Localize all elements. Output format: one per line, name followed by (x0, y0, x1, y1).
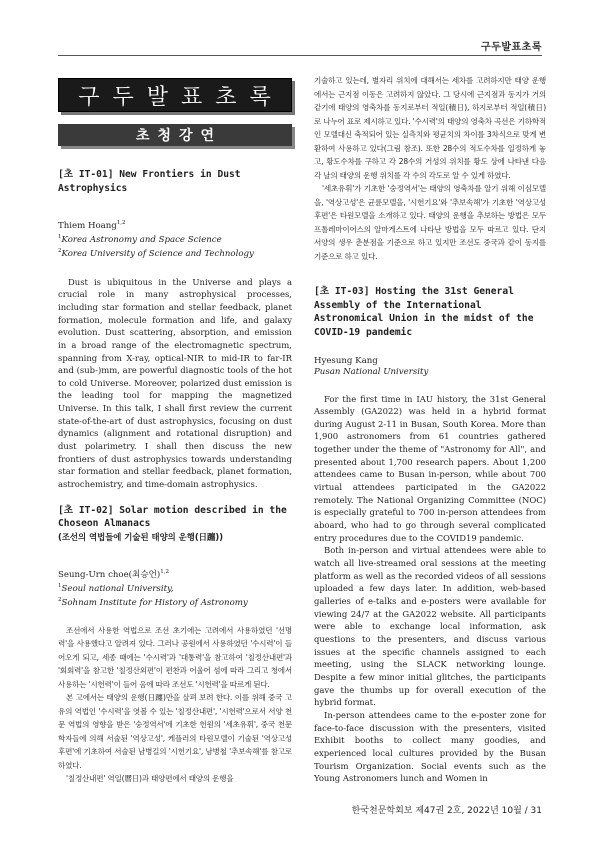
abstract-body: 조선에서 사용한 역법으로 조선 초기에는 고려에서 사용하였던 '선명력'을 사용했다고 알려져 있다. 그러나 공원에서 사용하였던 '수시력'이 들어오게 되고, 세종 때에는 '수시력'과 '대통력'을 참고하여 '칠정산내편'과 '회회력'을 참고한 '칠정산외편'이 편찬과 어울어 섬에 따라 그리고 청에서 사용하는 '시헌력'이 들어 옴에 따라 조선도 '시헌력'을 따르게 된다. 본 고에서는 태양의 운행(日躔)만을 살펴 보려 한다. 이를 위해 중국 고유의 역법인 '수시력'을 엿볼 수 있는 '칠정산내편', '시헌력'으로서 서양 천문 역법의 영향을 받은 '숭정역서'에 기초한 헌원의 '세초유휘', 중국 천문 학자들에 의해 서술된 '역상고성', 케플러의 타원모델이 기술된 '역상고성후편'에 기초하여 서술된 남병길의 '시헌기요', 남병철 '추보속해'를 참고로 하였다. '칠정산내편' 역일(曆日)과 태양편에서 태양의 운행을 (58, 625, 292, 784)
right-column (314, 78, 546, 785)
author-name: Hyesung Kang (314, 356, 378, 366)
page-footer: 한국천문학회보 제47권 2호, 2022년 10월 / 31 (351, 806, 542, 816)
author-line (58, 217, 292, 232)
abstract-it02 (58, 504, 292, 786)
author-line (58, 566, 292, 581)
abstract-body-continued: 기술하고 있는데, 별자리 위치에 대해서는 세차를 고려하지만 태양 운행에서는 근지점 이동은 고려하지 않았다. 그 당시에 근지점과 동지가 거의 같기에 태양의 영축차를 동지로부터 적일(積日), 하지로부터 적일(積日)로 나누어 표로 제시하고 있다. '수시력'의 태양의 영축차 곡선은 기하학적인 모델대신 축적되어 있는 실측치와 평균치의 차이를 3차식으로 맞게 변환하여 사용하고 있다(그림 참조). 또한 28수의 적도수차를 일정하게 놓고, 황도수차를 구하고 각 28수의 거성의 위치를 황도 상에 나타낸 다음 각 날의 태양의 운행 위치를 각 수의 각도로 알 수 있게 하였다. '세초유휘'가 기초한 '숭정역서'는 태양의 영축차를 알기 위해 이심모델을, '역상고성'은 균륜모델을, '시헌기요'와 '추보속해'가 기초한 '역상고성후편'은 타원모델을 소개하고 있다. 태양의 운행을 추보하는 방법은 모두 프톨레마이어스의 알마게스트에 나타난 방법을 모두 따르고 있다. 단지 서양의 생우 춘분점을 기준으로 하고 있지만 조선도 중국과 같이 동지를 기준으로 하고 있다. (314, 76, 546, 261)
affiliation: $^1$Korea Astronomy and Space Science (58, 233, 222, 245)
abstract-body: For the first time in IAU history, the 31st General Assembly (GA2022) was held in a hybrid format during August 2-11 in Busan, South Korea. More than 1,900 astronomers from 61 countries gathered together under the theme of "Astronomy for All", and presented about 1,700 research papers. About 1,200 attendees came to Busan in-person, while about 700 virtual attendees participated in the GA2022 remotely. The National Organizing Committee (NOC) is especially grateful to 700 in-person attendees from aboard, who had to go through several complicated entry procedures due to the COVID19 pandemic. Both in-person and virtual attendees were able to watch all live-streamed oral sessions at the meeting platform as well as the recorded videos of all sessions uploaded a few days later. In addition, web-based galleries of e-talks and e-posters were available for viewing 24/7 at the GA2022 website. All participants were able to exchange local information, ask questions to the presenters, and discuss various issues at the specific channels assigned to each meeting, using the SLACK networking lounge. Despite a few minor initial glitches, the participants gave the thumbs up for overall execution of the hybrid format. In-person attendees came to the e-poster zone for face-to-face discussion with the presenters, visited Exhibit booths to collect many goodies, and experienced local cultures provided by the Busan Tourism Organization. Social events such as the Young Astronomers lunch and Women in (314, 393, 546, 784)
author-sup: 1,2 (116, 220, 126, 226)
author-sup: 1,2 (160, 569, 170, 576)
abstract-title: [초 IT-03] Hosting the 31st General Assembly of the International Astronomical Union in the midst of the COVID-19 pandemic (314, 286, 534, 338)
author-name: Thiem Hoang (58, 220, 117, 231)
section-banner: 구두발표초록 (58, 78, 292, 112)
author-line (314, 355, 546, 367)
abstract-title: [초 IT-01] New Frontiers in Dust Astrophysics (58, 169, 241, 194)
abstract-it03 (314, 285, 546, 785)
header-rule (58, 55, 542, 56)
affiliation: Pusan National University (314, 367, 429, 377)
running-head-title: 구두발표초록 (481, 42, 542, 53)
abstract-title: [초 IT-02] Solar motion described in the Choseon Almanacs (58, 504, 287, 530)
left-column (58, 78, 292, 786)
abstract-it01 (58, 168, 292, 491)
abstract-title-korean: (조선의 역법들에 기술된 태양의 운행(日躔)) (58, 531, 224, 542)
affiliation: $^2$Korea University of Science and Technology (58, 248, 254, 260)
author-name: Seung-Urn choe(최승언) (58, 570, 161, 581)
affiliation: $^1$Seoul national University, (58, 583, 174, 594)
abstract-body: Dust is ubiquitous in the Universe and plays a crucial role in many astrophysical processes, including star formation and stellar feedback, planet formation, molecule formation and life, and galaxy evolution. Dust scattering, absorption, and emission in a broad range of the electromagnetic spectrum, spanning from X-ray, optical-NIR to mid-IR to far-IR and (sub-)mm, are powerful diagnostic tools of the hot to cold Universe. Moreover, polarized dust emission is the leading tool for mapping the magnetized Universe. In this talk, I shall first review the current state-of-the-art of dust astrophysics, focusing on dust dynamics (alignment and rotational disruption) and dust polarimetry. I shall then discuss the new frontiers of dust astrophysics towards understanding star formation and stellar feedback, planet formation, astrochemistry, and time-domain astrophysics. (58, 276, 292, 490)
section-subbanner: 초청강연 (58, 124, 292, 146)
affiliation: $^2$Sohnam Institute for History of Astronomy (58, 597, 248, 609)
